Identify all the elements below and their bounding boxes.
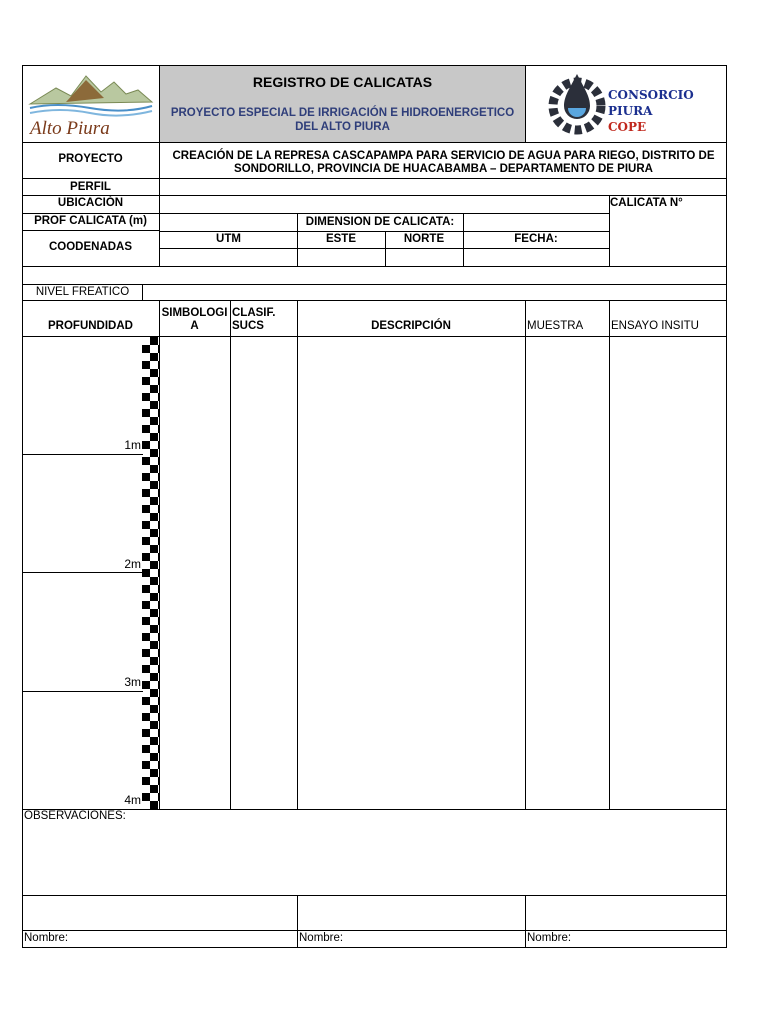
signature-name-1: Nombre: <box>24 932 69 944</box>
depth-mark-3m: 3m <box>124 675 141 689</box>
fecha-label: FECHA: <box>514 233 558 245</box>
prof-calicata-label: PROF CALICATA (m) <box>34 215 147 227</box>
page-title: REGISTRO DE CALICATAS <box>252 74 433 90</box>
ubicacion-label: UBICACIÓN <box>57 197 124 209</box>
logo-line3: COPE <box>608 120 647 134</box>
proyecto-label: PROYECTO <box>58 153 123 165</box>
coordenadas-label: COODENADAS <box>48 241 133 253</box>
col-simbologia-line1: SIMBOLOGI <box>161 307 228 319</box>
page-subtitle <box>166 106 519 134</box>
col-clasif-line1: CLASIF. <box>232 307 276 319</box>
utm-label: UTM <box>216 233 241 245</box>
col-descripcion: DESCRIPCIÓN <box>371 320 451 332</box>
nivel-freatico-label: NIVEL FREATICO <box>35 286 130 298</box>
subtitle-line1: PROYECTO ESPECIAL DE IRRIGACIÓN E HIDROENERGETICO <box>170 107 515 119</box>
alto-piura-logo-text: Alto Piura <box>30 118 110 139</box>
col-profundidad: PROFUNDIDAD <box>48 320 133 332</box>
col-ensayo: ENSAYO INSITU <box>611 320 699 332</box>
alto-piura-logo <box>26 68 156 140</box>
col-clasif-line2: SUCS <box>232 320 264 332</box>
proyecto-value-line1: CREACIÓN DE LA REPRESA CASCAPAMPA PARA SERVICIO DE AGUA PARA RIEGO, DISTRITO DE <box>172 150 715 162</box>
observaciones-label: OBSERVACIONES: <box>24 810 126 822</box>
consorcio-piura-logo <box>546 70 716 140</box>
logo-line2: PIURA <box>608 104 653 118</box>
perfil-label: PERFIL <box>70 181 111 193</box>
signature-name-2: Nombre: <box>299 932 344 944</box>
col-muestra: MUESTRA <box>527 320 584 332</box>
depth-mark-1m: 1m <box>124 438 141 452</box>
subtitle-line2: DEL ALTO PIURA <box>295 121 390 133</box>
proyecto-value-line2: SONDORILLO, PROVINCIA DE HUACABAMBA – DEPARTAMENTO DE PIURA <box>234 163 653 175</box>
depth-mark-2m: 2m <box>124 557 141 571</box>
col-simbologia-line2: A <box>190 320 199 332</box>
dimension-label: DIMENSION DE CALICATA: <box>305 216 455 228</box>
depth-mark-4m: 4m <box>124 793 141 807</box>
este-label: ESTE <box>325 233 357 245</box>
norte-label: NORTE <box>403 233 445 245</box>
depth-scale-checker <box>142 337 159 809</box>
signature-name-3: Nombre: <box>527 932 572 944</box>
calicata-number-label: CALICATA N° <box>610 197 683 209</box>
logo-line1: CONSORCIO <box>608 88 694 102</box>
